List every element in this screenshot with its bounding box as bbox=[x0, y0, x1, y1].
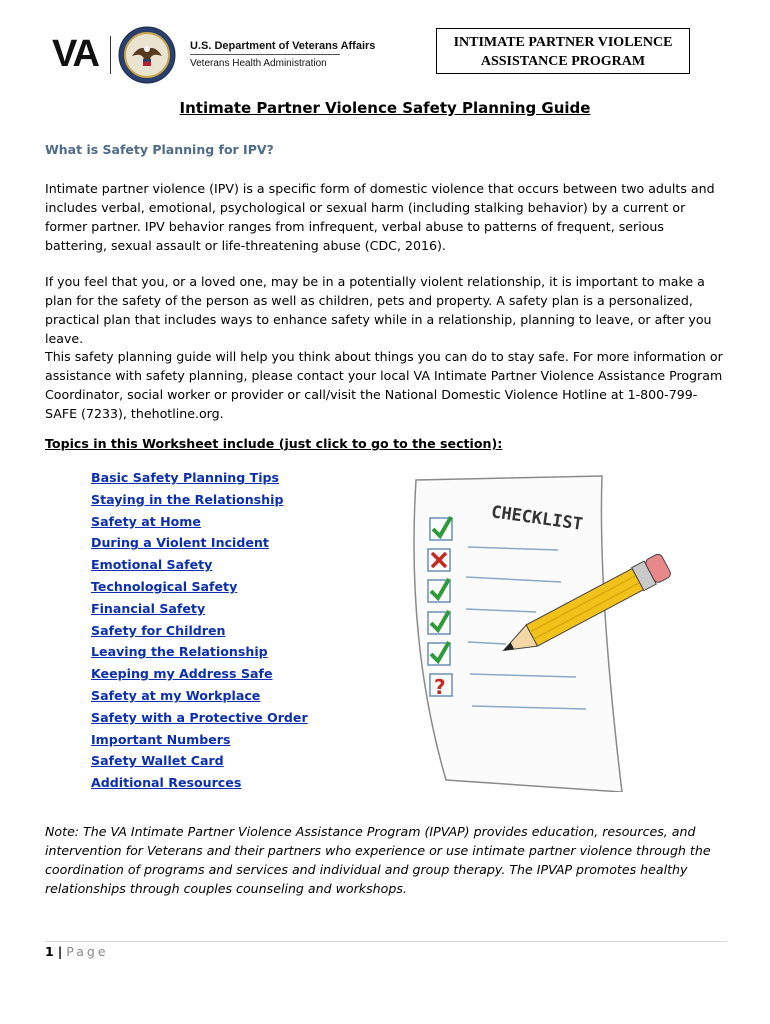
paragraph-contact-info: This safety planning guide will help you think about things you can do to stay safe. For more information or assistance with safety planning, please contact your local VA Intimate Partner Violence Assistance Program Coordinator, social worker or provider or call/visit the National Domestic Violence Hotline at 1-800-799-SAFE (7233), thehotline.org. bbox=[45, 349, 723, 421]
topic-link-safety-for-children[interactable]: Safety for Children bbox=[91, 622, 226, 638]
program-line-1: INTIMATE PARTNER VIOLENCE bbox=[453, 35, 673, 50]
page-title: Intimate Partner Violence Safety Planning Guide bbox=[179, 99, 591, 117]
topic-link-important-numbers[interactable]: Important Numbers bbox=[91, 731, 231, 747]
checklist-illustration bbox=[376, 462, 696, 792]
program-note: Note: The VA Intimate Partner Violence Assistance Program (IPVAP) provides education, resources, and intervention for Veterans and their partners who experience or use intimate partner violence through the coordination of programs and services and individual and group therapy. The IPVAP promotes healthy relationships through couples counseling and workshops. bbox=[45, 824, 711, 896]
logo-divider bbox=[110, 36, 111, 74]
question-icon: ? bbox=[434, 675, 446, 699]
topic-link-leaving-relationship[interactable]: Leaving the Relationship bbox=[91, 644, 268, 660]
page-number: 1 bbox=[45, 944, 54, 959]
topic-link-safety-protective-order[interactable]: Safety with a Protective Order bbox=[91, 709, 308, 725]
program-box bbox=[436, 28, 690, 74]
topic-link-safety-at-home[interactable]: Safety at Home bbox=[91, 513, 201, 529]
va-logo: VA bbox=[52, 33, 98, 75]
program-line-2: ASSISTANCE PROGRAM bbox=[480, 54, 646, 69]
topic-link-basic-safety-planning-tips[interactable]: Basic Safety Planning Tips bbox=[91, 470, 280, 485]
department-rule bbox=[190, 54, 340, 55]
topic-link-safety-at-workplace[interactable]: Safety at my Workplace bbox=[91, 687, 261, 703]
topic-link-financial-safety[interactable]: Financial Safety bbox=[91, 600, 206, 616]
checklist-heading: CHECKLIST bbox=[489, 502, 584, 535]
va-seal-icon bbox=[118, 26, 176, 84]
topic-link-emotional-safety[interactable]: Emotional Safety bbox=[91, 557, 213, 573]
topic-link-technological-safety[interactable]: Technological Safety bbox=[91, 578, 238, 594]
topic-link-staying-in-relationship[interactable]: Staying in the Relationship bbox=[91, 491, 284, 507]
section-heading: What is Safety Planning for IPV? bbox=[45, 142, 274, 157]
paragraph-safety-plan: If you feel that you, or a loved one, may be in a potentially violent relationship, it is important to make a plan for the safety of the person as well as children, pets and property. A safety plan is a personalized, practical plan that includes ways to enhance safety while in a relationship, planning to leave, or after you leave. bbox=[45, 274, 712, 346]
footer-divider bbox=[45, 941, 727, 942]
topic-link-additional-resources[interactable]: Additional Resources bbox=[91, 775, 242, 791]
page-footer bbox=[45, 944, 109, 960]
topic-link-during-violent-incident[interactable]: During a Violent Incident bbox=[91, 535, 269, 551]
administration-name: Veterans Health Administration bbox=[190, 58, 327, 69]
paragraph-ipv-definition: Intimate partner violence (IPV) is a specific form of domestic violence that occurs between two adults and includes verbal, emotional, psychological or sexual harm (including stalking behavior) by a current or former partner. IPV behavior ranges from infrequent, verbal abuse to patterns of frequent, serious battering, sexual assault or life-threatening abuse (CDC, 2016). bbox=[45, 181, 715, 253]
topics-list bbox=[91, 467, 308, 794]
topics-heading: Topics in this Worksheet include (just click to go to the section): bbox=[45, 436, 503, 451]
department-name: U.S. Department of Veterans Affairs bbox=[190, 40, 376, 52]
topic-link-keeping-address-safe[interactable]: Keeping my Address Safe bbox=[91, 666, 273, 682]
footer-separator: | bbox=[57, 944, 63, 959]
page-label: Page bbox=[66, 944, 109, 959]
topic-link-safety-wallet-card[interactable]: Safety Wallet Card bbox=[91, 753, 224, 769]
